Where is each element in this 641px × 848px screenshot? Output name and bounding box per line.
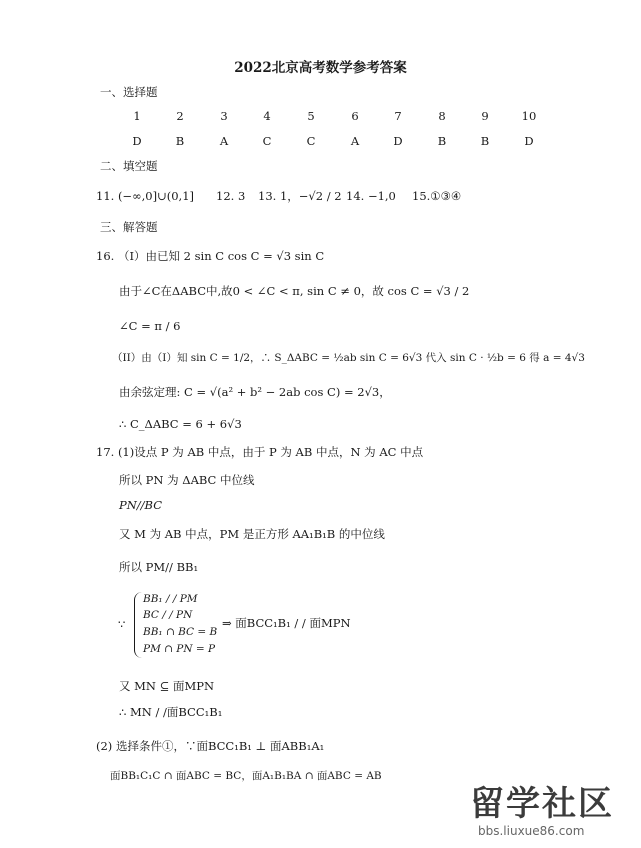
choice-answer: B: [480, 134, 490, 148]
q16-line-1: 16. （I）由已知 2 sin C cos C = √3 sin C: [96, 249, 325, 263]
fill-answer-14: 14. −1,0: [346, 189, 396, 203]
fill-answer-12: 12. 3: [216, 189, 246, 203]
condition-item: PM ∩ PN = P: [143, 643, 216, 655]
choice-answer: B: [175, 134, 185, 148]
section-choice-heading: 一、选择题: [100, 85, 158, 99]
q17-line-4: 又 M 为 AB 中点，PM 是正方形 AA₁B₁B 的中位线: [119, 527, 385, 541]
choice-answer: D: [524, 134, 534, 148]
watermark-logo-text: 留学社区: [470, 784, 614, 824]
q17-line-3: PN//BC: [119, 498, 163, 512]
section-fill-heading: 二、填空题: [100, 159, 158, 173]
q17-line-6: 又 MN ⊆ 面MPN: [119, 679, 215, 693]
choice-number: 5: [307, 109, 315, 123]
q16-line-6: ∴ C_ΔABC = 6 + 6√3: [119, 417, 242, 431]
fill-answer-15: 15.①③④: [412, 189, 462, 203]
section-solution-heading: 三、解答题: [100, 220, 158, 234]
choice-number: 1: [133, 109, 141, 123]
q17-line-5: 所以 PM// BB₁: [119, 560, 199, 574]
choice-answer: C: [262, 134, 272, 148]
choice-answer: D: [393, 134, 403, 148]
choice-number: 4: [263, 109, 271, 123]
condition-item: BC / / PN: [143, 609, 193, 621]
choice-number: 6: [351, 109, 359, 123]
page-title: 2022北京高考数学参考答案: [234, 60, 407, 76]
q17-line-1: 17. (1)设点 P 为 AB 中点，由于 P 为 AB 中点，N 为 AC 中点: [96, 445, 424, 459]
q17-line-8: (2) 选择条件①，∵面BCC₁B₁ ⊥ 面ABB₁A₁: [96, 739, 325, 753]
q16-line-3: ∠C = π / 6: [119, 319, 181, 333]
system-conclusion: ⇒ 面BCC₁B₁ / / 面MPN: [222, 616, 351, 630]
choice-answer: B: [437, 134, 447, 148]
choice-number: 7: [394, 109, 402, 123]
condition-item: BB₁ ∩ BC = B: [143, 626, 218, 638]
site-watermark: [470, 772, 635, 842]
q16-line-4: （II）由（I）知 sin C = 1/2，∴ S_ΔABC = ½ab sin C = 6√3 代入 sin C · ½b = 6 得 a = 4√3: [112, 352, 585, 364]
choice-answer: A: [350, 134, 360, 148]
because-symbol: ∵: [118, 617, 126, 631]
q17-line-2: 所以 PN 为 ΔABC 中位线: [119, 473, 255, 487]
q16-line-5: 由余弦定理: C = √(a² + b² − 2ab cos C) = 2√3，: [119, 385, 391, 399]
choice-answer: C: [306, 134, 316, 148]
condition-item: BB₁ / / PM: [143, 593, 198, 605]
q17-line-7: ∴ MN / /面BCC₁B₁: [119, 705, 223, 719]
choice-number: 8: [438, 109, 446, 123]
choice-answer: D: [132, 134, 142, 148]
fill-answer-13: 13. 1，−√2 / 2: [258, 189, 342, 203]
choice-number: 3: [220, 109, 228, 123]
q17-line-9: 面BB₁C₁C ∩ 面ABC = BC，面A₁B₁BA ∩ 面ABC = AB: [110, 770, 382, 782]
choice-answer: A: [219, 134, 229, 148]
fill-answer-11: 11. (−∞,0]∪(0,1]: [96, 189, 195, 203]
choice-number: 10: [521, 109, 537, 123]
choice-number: 9: [481, 109, 489, 123]
watermark-url: bbs.liuxue86.com: [478, 824, 585, 838]
choice-number: 2: [176, 109, 184, 123]
q16-line-2: 由于∠C在ΔABC中,故0 < ∠C < π, sin C ≠ 0，故 cos C = √3 / 2: [119, 284, 470, 298]
